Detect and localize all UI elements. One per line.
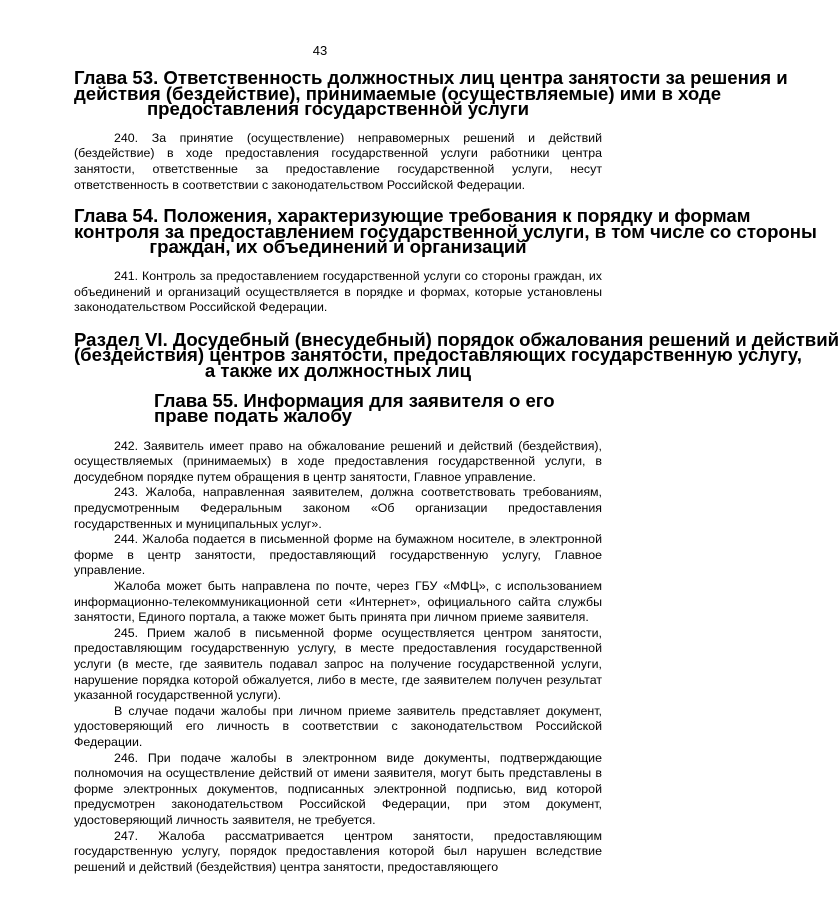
page-number: 43 <box>312 43 328 58</box>
paragraph-244: 244. Жалоба подается в письменной форме на бумажном носителе, в электронной форме в центр занятости, предоставляющий государственную услугу, Главное управление. <box>74 532 602 578</box>
heading-line: Раздел VI. Досудебный (внесудебный) порядок обжалования решений и действий <box>74 328 839 350</box>
heading-line: Глава 53. Ответственность должностных лиц центра занятости за решения и <box>74 67 788 88</box>
page-content <box>74 67 839 875</box>
heading-line: контроля за предоставлением государственной услуги, в том числе со стороны <box>74 220 817 242</box>
chapter-53-heading <box>74 67 788 120</box>
heading-line: граждан, их объединений и организаций <box>149 236 527 258</box>
chapter-54-heading <box>74 205 817 258</box>
paragraph-242: 242. Заявитель имеет право на обжалование решений и действий (бездействия), осуществляемых (принимаемых) в ходе предоставления государственной услуги, в досудебном порядке путем обращения в центр занятости, Главное управление. <box>74 438 602 484</box>
paragraph-246: 246. При подаче жалобы в электронном виде документы, подтверждающие полномочия на осуществление действий от имени заявителя, могут быть представлены в форме электронных документов, подписанных электронной подписью, вид которой предусмотрен законодательством Российской Федерации, при этом документ, удостоверяющий личность заявителя, не требуется. <box>74 750 602 827</box>
paragraph-243: 243. Жалоба, направленная заявителем, должна соответствовать требованиям, предусмотренным Федеральным законом «Об организации предоставления государственных и муниципальных услуг». <box>74 485 602 531</box>
paragraph-245: 245. Прием жалоб в письменной форме осуществляется центром занятости, предоставляющим государственную услугу, в месте предоставления государственной услуги (в месте, где заявитель подавал запрос на получение государственной услуги, нарушение порядка которой обжалуется, либо в месте, где заявителем получен результат указанной государственной услуги). <box>74 625 602 703</box>
paragraph-240: 240. За принятие (осуществление) неправомерных решений и действий (бездействие) в ходе предоставления государственной услуги работники центра занятости, ответственные за предоставление государственной услуги, несут ответственность в соответствии с законодательством Российской Федерации. <box>74 130 602 192</box>
paragraph-241: 241. Контроль за предоставлением государственной услуги со стороны граждан, их объединений и организаций осуществляется в порядке и формах, которые установлены законодательством Российской Федерации. <box>74 268 602 315</box>
chapter-55-heading: Глава 55. Информация для заявителя о его праве подать жалобу <box>154 389 555 427</box>
heading-line: а также их должностных лиц <box>204 359 472 381</box>
heading-line: действия (бездействие), принимаемые (осуществляемые) ими в ходе <box>74 82 722 104</box>
paragraph-247: 247. Жалоба рассматривается центром занятости, предоставляющим государственную услугу, порядок предоставления которой был нарушен вследствие решений и действий (бездействия) центра занятости, предоставляющего <box>74 828 602 874</box>
section-6-heading <box>74 328 839 381</box>
paragraph-244-continued: Жалоба может быть направлена по почте, через ГБУ «МФЦ», с использованием информационно-телекоммуникационной сети «Интернет», официального сайта службы занятости, Единого портала, а также может быть принята при личном приеме заявителя. <box>74 579 602 625</box>
paragraph-245-continued: В случае подачи жалобы при личном приеме заявитель представляет документ, удостоверяющий его личность в соответствии с законодательством Российской Федерации. <box>74 703 602 749</box>
heading-line: Глава 54. Положения, характеризующие требования к порядку и формам <box>74 205 751 227</box>
heading-line: (бездействия) центров занятости, предоставляющих государственную услугу, <box>74 344 802 366</box>
heading-line: предоставления государственной услуги <box>146 98 530 120</box>
